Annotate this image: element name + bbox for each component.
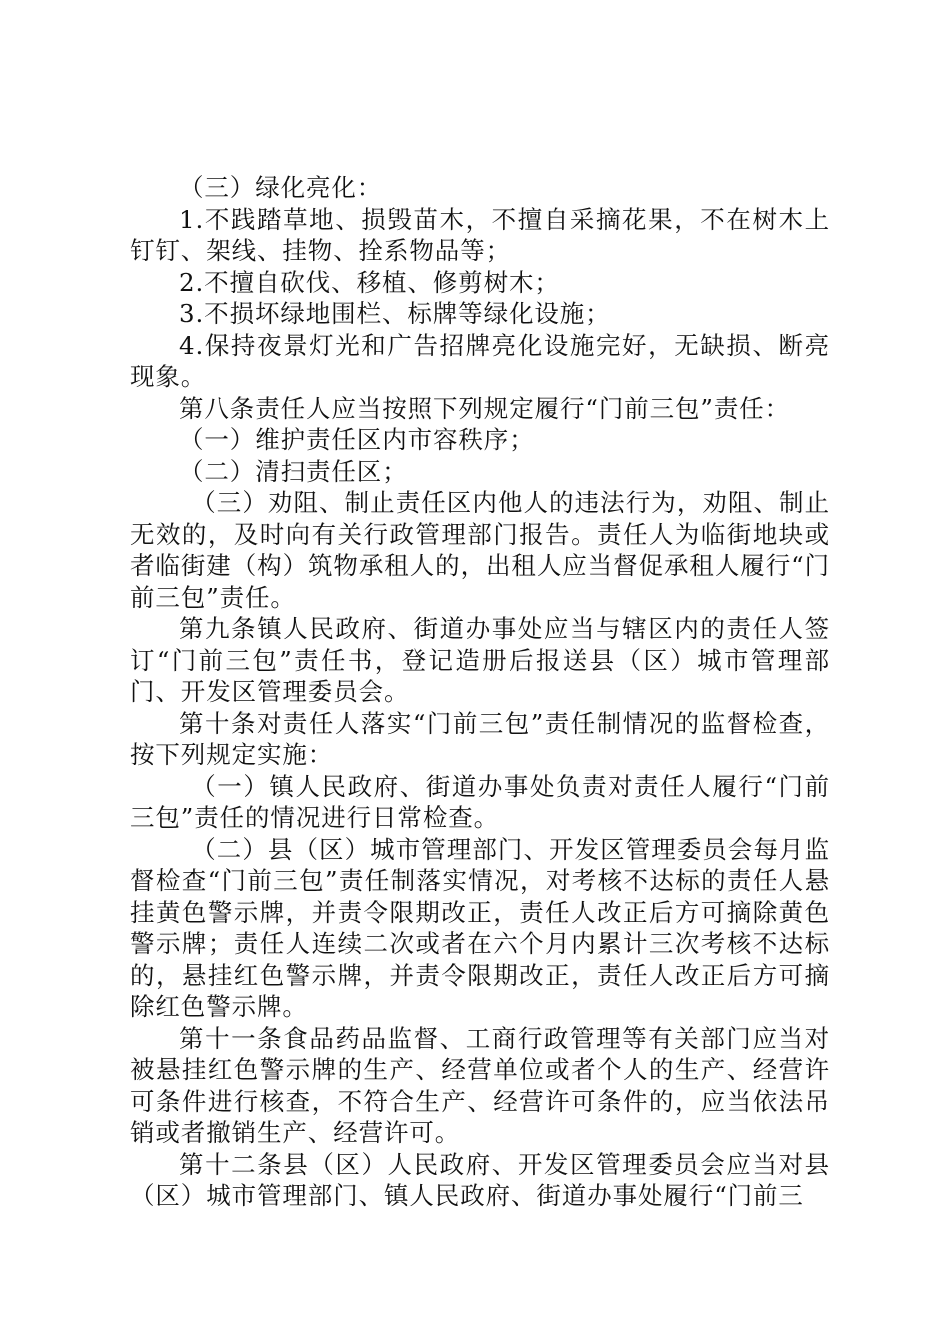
paragraph-greening-item-2: 2.不擅自砍伐、移植、修剪树木；: [179, 267, 560, 297]
paragraph-article-10-item-1: （一）镇人民政府、街道办事处负责对责任人履行“门前三包”责任的情况进行日常检查。: [130, 771, 830, 832]
paragraph-article-8-item-2: （二）清扫责任区；: [179, 456, 408, 486]
paragraph-article-11: 第十一条食品药品监督、工商行政管理等有关部门应当对被悬挂红色警示牌的生产、经营单位或者个人的生产、经营许可条件进行核查，不符合生产、经营许可条件的，应当依法吊销或者撤销生产、经营许可。: [130, 1023, 830, 1147]
paragraph-article-10-item-2: （二）县（区）城市管理部门、开发区管理委员会每月监督检查“门前三包”责任制落实情况，对考核不达标的责任人悬挂黄色警示牌，并责令限期改正，责任人改正后方可摘除黄色警示牌；责任人连续二次或者在六个月内累计三次考核不达标的，悬挂红色警示牌，并责令限期改正，责任人改正后方可摘除红色警示牌。: [130, 834, 830, 1021]
paragraph-article-12: 第十二条县（区）人民政府、开发区管理委员会应当对县（区）城市管理部门、镇人民政府、街道办事处履行“门前三: [130, 1149, 830, 1210]
paragraph-greening-item-3: 3.不损坏绿地围栏、标牌等绿化设施；: [179, 299, 611, 328]
paragraph-greening-item-4: 4.保持夜景灯光和广告招牌亮化设施完好，无缺损、断亮现象。: [130, 330, 830, 391]
document-body: [130, 172, 830, 1212]
paragraph-article-8-item-1: （一）维护责任区内市容秩序；: [179, 425, 535, 454]
paragraph-greening-item-1: 1.不践踏草地、损毁苗木，不擅自采摘花果，不在树木上钉钉、架线、挂物、拴系物品等；: [130, 204, 830, 265]
paragraph-article-8: 第八条责任人应当按照下列规定履行“门前三包”责任：: [179, 393, 791, 423]
paragraph-article-9: 第九条镇人民政府、街道办事处应当与辖区内的责任人签订“门前三包”责任书，登记造册后报送县（区）城市管理部门、开发区管理委员会。: [130, 614, 830, 706]
paragraph-article-8-item-3: （三）劝阻、制止责任区内他人的违法行为，劝阻、制止无效的，及时向有关行政管理部门报告。责任人为临街地块或者临街建（构）筑物承租人的，出租人应当督促承租人履行“门前三包”责任。: [130, 488, 830, 612]
paragraph-greening-heading: （三）绿化亮化：: [179, 173, 383, 202]
paragraph-article-10: 第十条对责任人落实“门前三包”责任制情况的监督检查，按下列规定实施：: [130, 708, 830, 769]
